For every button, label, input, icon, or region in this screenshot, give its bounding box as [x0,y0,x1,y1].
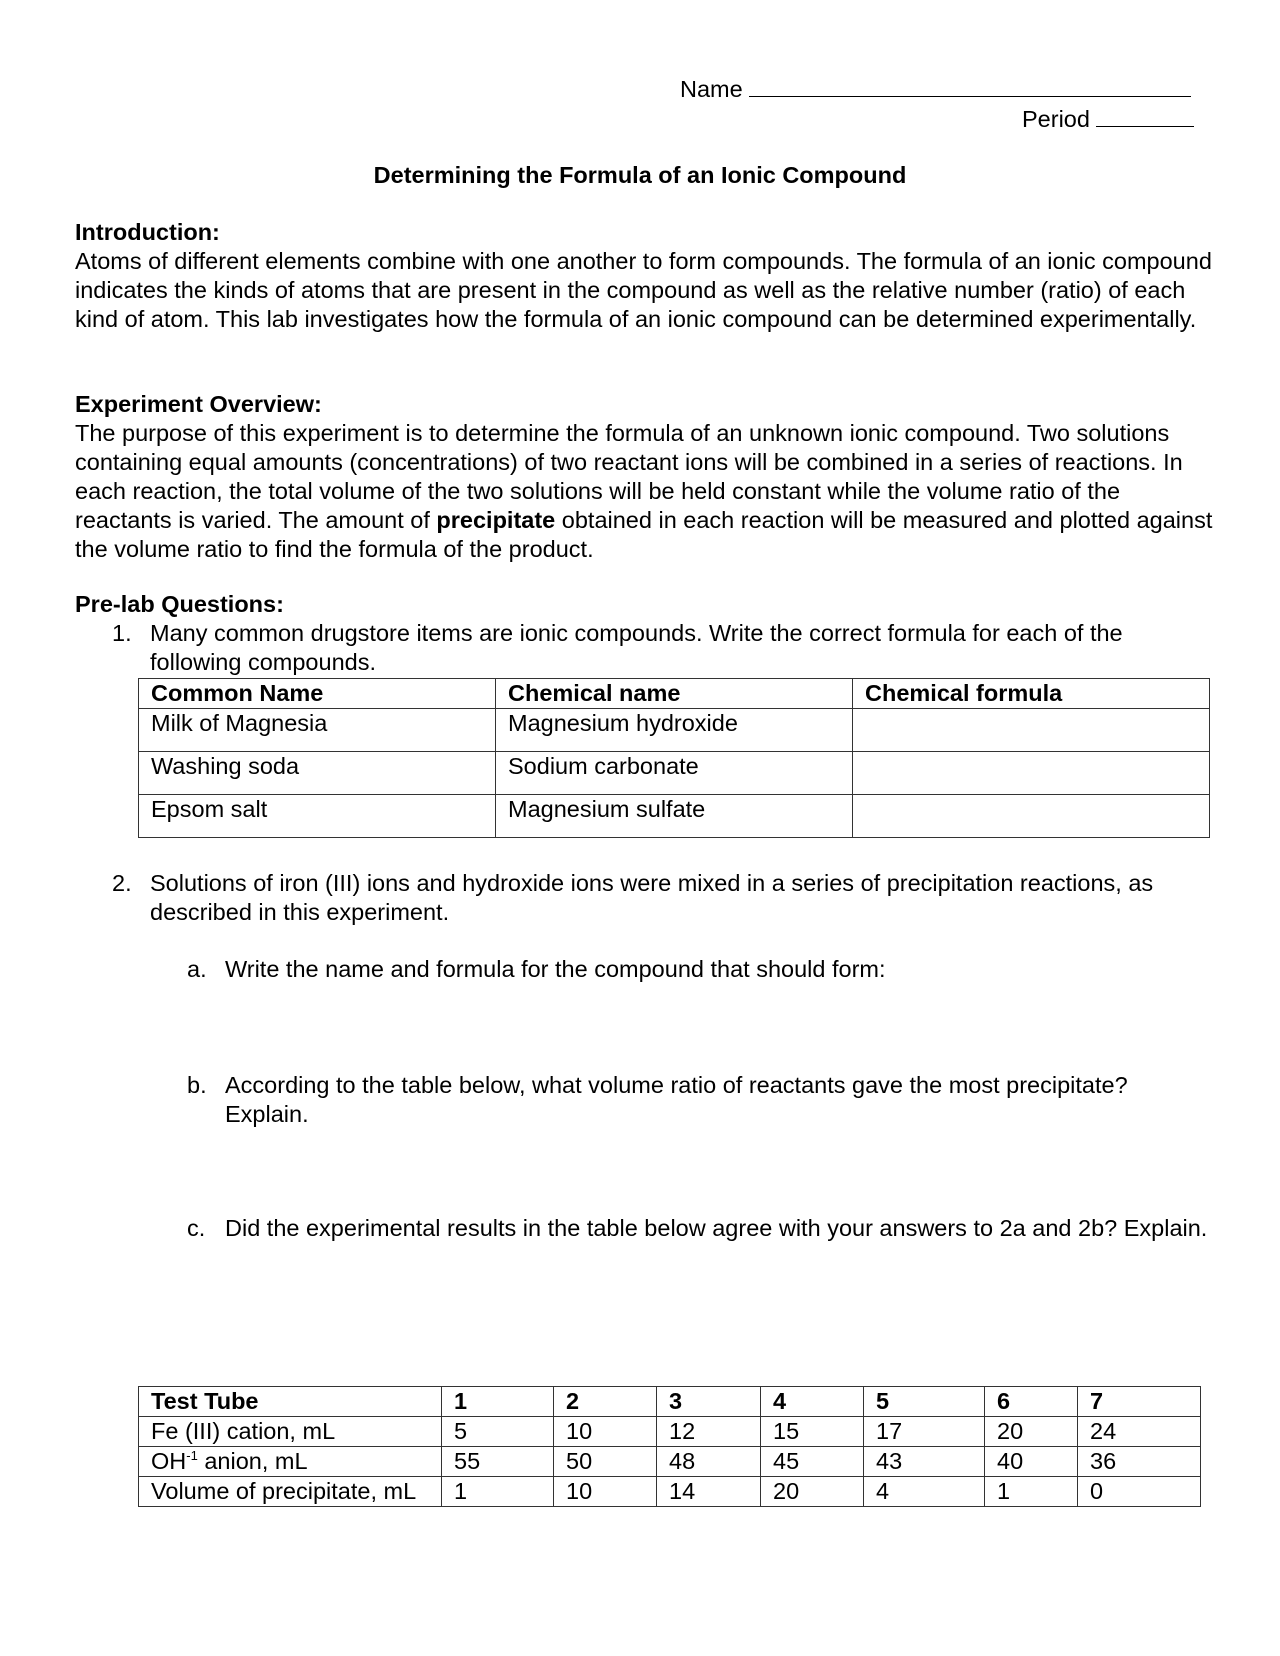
introduction-text: Atoms of different elements combine with one another to form compounds. The formula of an ionic compound indicates the kinds of atoms that are present in the compound as well as the relative number (ratio) of each kind of atom. This lab investigates how the formula of an ionic compound can be determined experimentally. [75,248,1212,332]
question-letter: a. [187,956,207,982]
table-cell: Magnesium sulfate [496,795,853,838]
results-cell: 45 [761,1447,864,1477]
results-cell: 1 [985,1477,1078,1507]
results-header-cell: 6 [985,1387,1078,1417]
name-blank[interactable] [749,74,1191,97]
results-cell: 10 [554,1477,657,1507]
table-row [139,709,1210,752]
introduction-section [75,218,1215,334]
formula-answer-cell[interactable] [853,752,1210,795]
oh-label: OH [151,1448,187,1474]
table-header-row [139,679,1210,709]
question-2b-text: According to the table below, what volume ratio of reactants gave the most precipitate? Explain. [225,1072,1128,1127]
question-1-text: Many common drugstore items are ionic compounds. Write the correct formula for each of the following compounds. [150,620,1123,675]
overview-bold-word: precipitate [436,507,556,533]
results-header-cell: 2 [554,1387,657,1417]
results-cell: 0 [1078,1477,1201,1507]
results-cell: 50 [554,1447,657,1477]
results-row [139,1417,1201,1447]
results-row-label [139,1447,442,1477]
period-label: Period [1022,106,1090,132]
name-label: Name [680,76,743,102]
results-cell: 15 [761,1417,864,1447]
results-header-cell: 7 [1078,1387,1201,1417]
overview-section [75,390,1215,564]
results-header-cell: 4 [761,1387,864,1417]
results-cell: 20 [761,1477,864,1507]
results-row-label: Fe (III) cation, mL [139,1417,442,1447]
results-cell: 20 [985,1417,1078,1447]
period-blank[interactable] [1096,104,1194,127]
results-row [139,1447,1201,1477]
table-cell: Magnesium hydroxide [496,709,853,752]
overview-heading: Experiment Overview: [75,391,322,417]
results-cell: 48 [657,1447,761,1477]
question-2a-text: Write the name and formula for the compound that should form: [225,956,886,982]
results-cell: 36 [1078,1447,1201,1477]
results-header-cell: 1 [442,1387,554,1417]
formula-answer-cell[interactable] [853,709,1210,752]
overview-text [75,419,1215,564]
question-number: 1. [112,620,132,646]
table-row [139,795,1210,838]
table-header-cell: Common Name [139,679,496,709]
table-header-cell: Chemical formula [853,679,1210,709]
prelab-heading [75,590,1215,619]
results-cell: 1 [442,1477,554,1507]
oh-charge-superscript: -1 [186,1448,198,1464]
table-row [139,752,1210,795]
results-cell: 17 [864,1417,985,1447]
results-cell: 5 [442,1417,554,1447]
results-header-cell: 3 [657,1387,761,1417]
page-title: Determining the Formula of an Ionic Compound [373,162,907,188]
prelab-heading-text: Pre-lab Questions: [75,591,284,617]
overview-text-part: obtained in each reaction will be measured and plotted against the volume ratio to find the formula of the product. [75,507,1213,562]
formula-answer-cell[interactable] [853,795,1210,838]
question-number: 2. [112,870,132,896]
results-header-label: Test Tube [139,1387,442,1417]
question-letter: c. [187,1215,206,1241]
results-header-row [139,1387,1201,1417]
overview-text-part: The purpose of this experiment is to determine the formula of an unknown ionic compound. Two solutions containing equal amounts (concentrations) of two reactant ions will be combined in a series of reactions. In each reaction, the total volume of the two solutions will be held constant while the volume ratio of the reactants is varied. The amount of [75,420,1183,533]
results-cell: 14 [657,1477,761,1507]
table-header-cell: Chemical name [496,679,853,709]
question-letter: b. [187,1072,207,1098]
table-cell: Washing soda [139,752,496,795]
table-cell: Milk of Magnesia [139,709,496,752]
results-cell: 12 [657,1417,761,1447]
oh-label-rest: anion, mL [197,1448,308,1474]
results-row-label: Volume of precipitate, mL [139,1477,442,1507]
question-2c-text: Did the experimental results in the table below agree with your answers to 2a and 2b? Explain. [225,1215,1208,1241]
results-table [138,1386,1201,1507]
table-cell: Epsom salt [139,795,496,838]
results-cell: 4 [864,1477,985,1507]
introduction-heading: Introduction: [75,219,220,245]
results-cell: 40 [985,1447,1078,1477]
compound-table [138,678,1210,838]
results-cell: 24 [1078,1417,1201,1447]
name-field[interactable] [680,74,1200,104]
results-row [139,1477,1201,1507]
results-header-cell: 5 [864,1387,985,1417]
results-cell: 43 [864,1447,985,1477]
table-cell: Sodium carbonate [496,752,853,795]
question-2-text: Solutions of iron (III) ions and hydroxide ions were mixed in a series of precipitation reactions, as described in this experiment. [150,870,1154,925]
period-field[interactable] [1022,104,1194,134]
results-cell: 55 [442,1447,554,1477]
results-cell: 10 [554,1417,657,1447]
